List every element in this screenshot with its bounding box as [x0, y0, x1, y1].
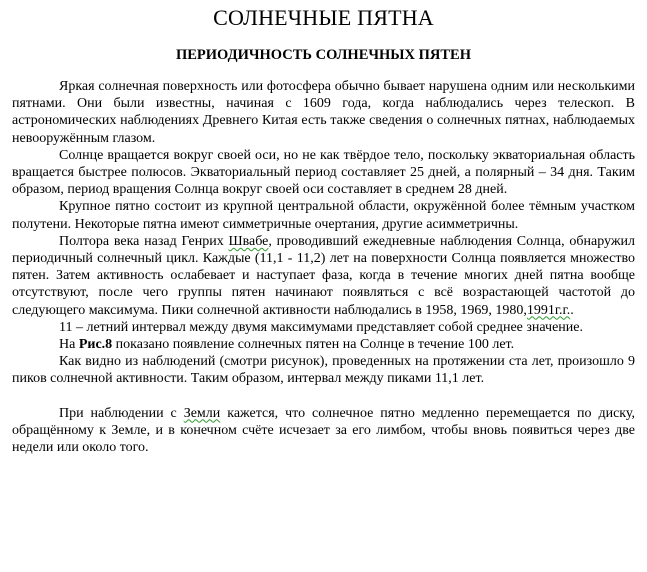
document-subtitle: ПЕРИОДИЧНОСТЬ СОЛНЕЧНЫХ ПЯТЕН: [175, 47, 472, 63]
paragraph-8: [12, 405, 635, 457]
document-body: [12, 78, 635, 456]
document-title: СОЛНЕЧНЫЕ ПЯТНА: [213, 5, 434, 30]
paragraph-6-text-after: показано появление солнечных пятен на Солнце в течение 100 лет.: [112, 337, 515, 353]
paragraph-5: 11 – летний интервал между двумя максимумами представляет собой среднее значение.: [59, 319, 584, 335]
paragraph-1: Яркая солнечная поверхность или фотосфера обычно бывает нарушена одним или несколькими пятнами. Они были известны, начиная с 1609 года, когда наблюдались через телескоп. В астрономических наблюдениях Древнего Китая есть также сведения о солнечных пятнах, наблюдаемых невооружённым глазом.: [12, 79, 635, 146]
paragraph-4-text-before: Полтора века назад Генрих: [59, 233, 229, 249]
paragraph-6: [12, 336, 635, 353]
paragraph-3: Крупное пятно состоит из крупной центральной области, окружённой более тёмным участком полутени. Некоторые пятна имеют симметричные очертания, другие асимметричны.: [12, 199, 635, 232]
paragraph-4: [12, 233, 635, 319]
spellcheck-word-schwabe: Швабе: [228, 233, 269, 249]
paragraph-4-text-middle: , проводивший ежедневные наблюдения Солнца, обнаружил периодичный солнечный цикл. Каждые (11,1 - 11,2) лет на поверхности Солнца появляется множество пятен. Затем активность ослабевает и наступает фаза, когда в течение многих дней пятна вообще отсутствуют, после чего группы пятен начинают появляться с всё возрастающей частотой до следующего максимума. Пики солнечной активности наблюдались в 1958, 1969, 1980,: [12, 233, 635, 318]
paragraph-6-text-before: На: [59, 337, 79, 353]
spellcheck-word-earth: Земли: [183, 405, 221, 421]
paragraph-8-text-before: При наблюдении с: [59, 405, 184, 421]
paragraph-4-text-after: .: [570, 302, 574, 318]
paragraph-8-text-after: кажется, что солнечное пятно медленно перемещается по диску, обращённому к Земле, и в конечном счёте исчезает за его лимбом, чтобы вновь появиться через две недели или около того.: [12, 405, 635, 456]
spellcheck-word-years: 1991г.г.: [526, 302, 571, 318]
paragraph-2: Солнце вращается вокруг своей оси, но не как твёрдое тело, поскольку экваториальная область вращается быстрее полюсов. Экваториальный период составляет 25 дней, а полярный – 34 дня. Таким образом, период вращения Солнца вокруг своей оси составляет в среднем 28 дней.: [12, 147, 635, 198]
figure-reference: Рис.8: [78, 337, 113, 353]
paragraph-7: Как видно из наблюдений (смотри рисунок), проведенных на протяжении ста лет, произошло 9 пиков солнечной активности. Таким образом, интервал между пиками 11,1 лет.: [12, 354, 635, 387]
